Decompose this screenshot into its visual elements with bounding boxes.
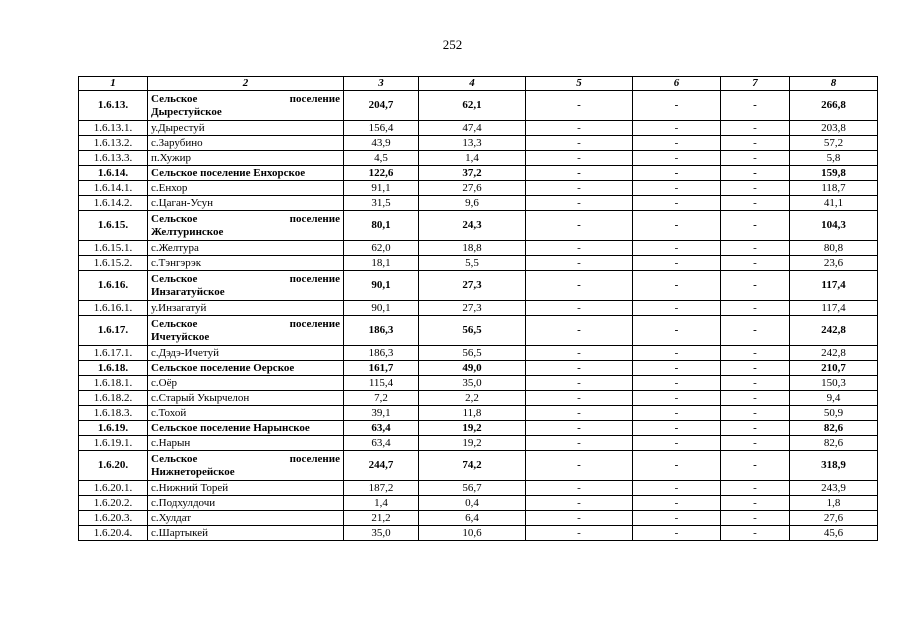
row-value-c8: 1,8	[790, 496, 878, 511]
table-row	[79, 256, 878, 271]
table-row-settlement	[79, 316, 878, 346]
row-value-c3: 63,4	[344, 421, 419, 436]
row-value-c6: -	[633, 241, 721, 256]
row-value-c5: -	[526, 481, 633, 496]
table-body	[79, 91, 878, 541]
row-value-c6: -	[633, 166, 721, 181]
row-value-c3: 4,5	[344, 151, 419, 166]
row-value-c8: 50,9	[790, 406, 878, 421]
row-value-c6: -	[633, 481, 721, 496]
row-code-cell: 1.6.18.1.	[79, 376, 148, 391]
row-code-cell: 1.6.15.1.	[79, 241, 148, 256]
table-header	[79, 77, 878, 91]
row-name-line: с.Дэдэ-Ичетуй	[151, 346, 219, 359]
header-cell-8: 8	[790, 77, 878, 91]
row-name-line: Сельское поселение	[151, 272, 340, 285]
row-name-line: с.Подхулдочи	[151, 496, 216, 509]
row-name-line: с.Желтура	[151, 241, 199, 254]
row-value-c6: -	[633, 316, 721, 346]
row-name-line: Сельское поселение	[151, 452, 340, 465]
row-value-c4: 9,6	[419, 196, 526, 211]
table-row-settlement	[79, 166, 878, 181]
table-row	[79, 496, 878, 511]
row-value-c3: 90,1	[344, 301, 419, 316]
row-value-c8: 118,7	[790, 181, 878, 196]
row-value-c8: 80,8	[790, 241, 878, 256]
row-code-cell: 1.6.20.1.	[79, 481, 148, 496]
row-value-c4: 56,5	[419, 316, 526, 346]
header-cell-6: 6	[633, 77, 721, 91]
row-value-c5: -	[526, 436, 633, 451]
row-value-c8: 266,8	[790, 91, 878, 121]
row-code-cell: 1.6.20.2.	[79, 496, 148, 511]
row-code-cell: 1.6.16.1.	[79, 301, 148, 316]
row-value-c5: -	[526, 316, 633, 346]
row-value-c6: -	[633, 496, 721, 511]
row-value-c3: 80,1	[344, 211, 419, 241]
row-name-line: с.Енхор	[151, 181, 188, 194]
row-name-line: у.Инзагатуй	[151, 301, 207, 314]
row-name-line: с.Старый Укырчелон	[151, 391, 250, 404]
row-value-c3: 90,1	[344, 271, 419, 301]
row-value-c7: -	[721, 436, 790, 451]
row-value-c6: -	[633, 256, 721, 271]
row-value-c8: 203,8	[790, 121, 878, 136]
row-value-c6: -	[633, 451, 721, 481]
row-value-c4: 10,6	[419, 526, 526, 541]
row-name-line: у.Дырестуй	[151, 121, 205, 134]
table-row-settlement	[79, 91, 878, 121]
row-value-c5: -	[526, 166, 633, 181]
row-value-c8: 5,8	[790, 151, 878, 166]
table-row-settlement	[79, 211, 878, 241]
row-value-c5: -	[526, 451, 633, 481]
row-name-line: Сельское поселение Оерское	[151, 361, 295, 374]
row-value-c5: -	[526, 91, 633, 121]
row-value-c3: 21,2	[344, 511, 419, 526]
row-value-c5: -	[526, 346, 633, 361]
row-name-cell	[148, 526, 344, 541]
row-value-c6: -	[633, 301, 721, 316]
row-name-cell	[148, 241, 344, 256]
row-value-c5: -	[526, 121, 633, 136]
row-value-c5: -	[526, 391, 633, 406]
row-name-cell	[148, 151, 344, 166]
row-value-c7: -	[721, 256, 790, 271]
row-value-c3: 31,5	[344, 196, 419, 211]
row-name-cell	[148, 361, 344, 376]
row-value-c4: 56,5	[419, 346, 526, 361]
row-name-cell	[148, 436, 344, 451]
row-name-cell	[148, 481, 344, 496]
row-value-c7: -	[721, 526, 790, 541]
row-name-line: с.Тохой	[151, 406, 187, 419]
row-name-line: с.Зарубино	[151, 136, 203, 149]
row-value-c4: 2,2	[419, 391, 526, 406]
table-row	[79, 511, 878, 526]
data-table	[78, 76, 878, 541]
row-value-c5: -	[526, 196, 633, 211]
header-cell-4: 4	[419, 77, 526, 91]
row-name-cell	[148, 256, 344, 271]
row-value-c6: -	[633, 361, 721, 376]
row-name-cell	[148, 511, 344, 526]
row-code-cell: 1.6.13.3.	[79, 151, 148, 166]
row-value-c8: 82,6	[790, 436, 878, 451]
row-name-line: Дырестуйское	[151, 105, 222, 118]
row-value-c6: -	[633, 211, 721, 241]
row-value-c8: 27,6	[790, 511, 878, 526]
row-name-cell	[148, 181, 344, 196]
row-value-c3: 187,2	[344, 481, 419, 496]
header-row	[79, 77, 878, 91]
row-value-c3: 156,4	[344, 121, 419, 136]
row-code-cell: 1.6.14.2.	[79, 196, 148, 211]
row-code-cell: 1.6.19.	[79, 421, 148, 436]
row-value-c5: -	[526, 151, 633, 166]
row-name-line: Инзагатуйское	[151, 285, 225, 298]
row-value-c7: -	[721, 151, 790, 166]
row-value-c3: 35,0	[344, 526, 419, 541]
row-value-c6: -	[633, 421, 721, 436]
row-value-c7: -	[721, 481, 790, 496]
row-value-c4: 47,4	[419, 121, 526, 136]
row-value-c7: -	[721, 496, 790, 511]
table-row-settlement	[79, 271, 878, 301]
row-value-c5: -	[526, 211, 633, 241]
row-code-cell: 1.6.14.	[79, 166, 148, 181]
row-name-cell	[148, 421, 344, 436]
row-value-c6: -	[633, 271, 721, 301]
table-row	[79, 391, 878, 406]
row-value-c4: 62,1	[419, 91, 526, 121]
row-value-c6: -	[633, 436, 721, 451]
row-code-cell: 1.6.15.2.	[79, 256, 148, 271]
row-name-line: п.Хужир	[151, 151, 191, 164]
row-value-c3: 115,4	[344, 376, 419, 391]
row-name-cell	[148, 301, 344, 316]
row-name-cell	[148, 496, 344, 511]
row-value-c3: 43,9	[344, 136, 419, 151]
row-value-c4: 37,2	[419, 166, 526, 181]
row-value-c4: 0,4	[419, 496, 526, 511]
row-value-c7: -	[721, 196, 790, 211]
row-value-c6: -	[633, 136, 721, 151]
row-value-c6: -	[633, 391, 721, 406]
table-row-settlement	[79, 361, 878, 376]
row-value-c8: 159,8	[790, 166, 878, 181]
table-row-settlement	[79, 421, 878, 436]
row-value-c6: -	[633, 181, 721, 196]
row-name-cell	[148, 391, 344, 406]
row-value-c7: -	[721, 376, 790, 391]
row-code-cell: 1.6.19.1.	[79, 436, 148, 451]
table-row	[79, 346, 878, 361]
row-name-line: Сельское поселение Нарынское	[151, 421, 310, 434]
row-name-cell	[148, 316, 344, 346]
row-value-c7: -	[721, 451, 790, 481]
row-value-c6: -	[633, 196, 721, 211]
table-row	[79, 136, 878, 151]
row-value-c7: -	[721, 241, 790, 256]
row-code-cell: 1.6.15.	[79, 211, 148, 241]
row-value-c7: -	[721, 181, 790, 196]
row-value-c6: -	[633, 346, 721, 361]
row-value-c5: -	[526, 511, 633, 526]
row-value-c8: 104,3	[790, 211, 878, 241]
row-value-c8: 242,8	[790, 346, 878, 361]
row-value-c3: 186,3	[344, 316, 419, 346]
row-value-c3: 63,4	[344, 436, 419, 451]
row-name-line: Сельское поселение Енхорское	[151, 166, 306, 179]
row-code-cell: 1.6.13.	[79, 91, 148, 121]
row-value-c3: 7,2	[344, 391, 419, 406]
row-value-c8: 117,4	[790, 301, 878, 316]
row-value-c4: 49,0	[419, 361, 526, 376]
row-value-c3: 62,0	[344, 241, 419, 256]
row-name-line: Сельское поселение	[151, 92, 340, 105]
row-value-c3: 161,7	[344, 361, 419, 376]
row-name-line: с.Тэнгэрэк	[151, 256, 202, 269]
table-row	[79, 151, 878, 166]
row-value-c3: 204,7	[344, 91, 419, 121]
row-value-c3: 91,1	[344, 181, 419, 196]
row-name-line: Сельское поселение	[151, 212, 340, 225]
row-value-c7: -	[721, 166, 790, 181]
row-value-c8: 45,6	[790, 526, 878, 541]
row-value-c7: -	[721, 421, 790, 436]
row-code-cell: 1.6.16.	[79, 271, 148, 301]
row-name-line: с.Нарын	[151, 436, 191, 449]
row-name-line: с.Шартыкей	[151, 526, 209, 539]
row-value-c5: -	[526, 136, 633, 151]
row-name-cell	[148, 211, 344, 241]
row-value-c3: 39,1	[344, 406, 419, 421]
row-value-c7: -	[721, 211, 790, 241]
row-name-cell	[148, 196, 344, 211]
table-row	[79, 436, 878, 451]
row-value-c4: 74,2	[419, 451, 526, 481]
row-value-c6: -	[633, 511, 721, 526]
page-number: 252	[442, 37, 463, 52]
row-code-cell: 1.6.18.2.	[79, 391, 148, 406]
row-name-cell	[148, 121, 344, 136]
row-value-c7: -	[721, 136, 790, 151]
row-value-c6: -	[633, 151, 721, 166]
row-value-c4: 6,4	[419, 511, 526, 526]
table-row	[79, 526, 878, 541]
row-name-line: Нижнеторейское	[151, 465, 235, 478]
row-value-c8: 117,4	[790, 271, 878, 301]
row-value-c4: 18,8	[419, 241, 526, 256]
row-value-c8: 243,9	[790, 481, 878, 496]
row-code-cell: 1.6.13.1.	[79, 121, 148, 136]
row-value-c7: -	[721, 316, 790, 346]
row-value-c5: -	[526, 181, 633, 196]
row-value-c4: 11,8	[419, 406, 526, 421]
row-name-cell	[148, 346, 344, 361]
table-row	[79, 376, 878, 391]
row-value-c7: -	[721, 361, 790, 376]
table-row	[79, 196, 878, 211]
row-value-c4: 24,3	[419, 211, 526, 241]
row-value-c5: -	[526, 271, 633, 301]
row-value-c8: 41,1	[790, 196, 878, 211]
table-row	[79, 301, 878, 316]
row-name-cell	[148, 451, 344, 481]
row-value-c7: -	[721, 346, 790, 361]
row-name-line: с.Хулдат	[151, 511, 192, 524]
row-value-c4: 19,2	[419, 421, 526, 436]
row-value-c5: -	[526, 406, 633, 421]
row-value-c3: 186,3	[344, 346, 419, 361]
row-value-c7: -	[721, 391, 790, 406]
row-value-c5: -	[526, 526, 633, 541]
table-row	[79, 481, 878, 496]
row-value-c8: 9,4	[790, 391, 878, 406]
row-value-c8: 242,8	[790, 316, 878, 346]
row-code-cell: 1.6.18.	[79, 361, 148, 376]
row-value-c5: -	[526, 301, 633, 316]
row-name-cell	[148, 271, 344, 301]
row-value-c3: 122,6	[344, 166, 419, 181]
table-row	[79, 241, 878, 256]
row-name-line: с.Оёр	[151, 376, 177, 389]
table-row	[79, 181, 878, 196]
row-value-c8: 150,3	[790, 376, 878, 391]
row-code-cell: 1.6.17.	[79, 316, 148, 346]
row-code-cell: 1.6.20.4.	[79, 526, 148, 541]
row-name-cell	[148, 91, 344, 121]
row-value-c4: 35,0	[419, 376, 526, 391]
row-value-c6: -	[633, 526, 721, 541]
row-value-c3: 244,7	[344, 451, 419, 481]
row-value-c4: 27,3	[419, 271, 526, 301]
header-cell-7: 7	[721, 77, 790, 91]
row-value-c6: -	[633, 376, 721, 391]
row-value-c4: 56,7	[419, 481, 526, 496]
row-value-c8: 23,6	[790, 256, 878, 271]
table-row-settlement	[79, 451, 878, 481]
row-value-c8: 210,7	[790, 361, 878, 376]
row-code-cell: 1.6.18.3.	[79, 406, 148, 421]
row-value-c5: -	[526, 361, 633, 376]
row-value-c8: 57,2	[790, 136, 878, 151]
row-value-c4: 5,5	[419, 256, 526, 271]
row-code-cell: 1.6.13.2.	[79, 136, 148, 151]
table-row	[79, 121, 878, 136]
row-value-c5: -	[526, 496, 633, 511]
row-value-c4: 13,3	[419, 136, 526, 151]
row-value-c6: -	[633, 91, 721, 121]
row-value-c7: -	[721, 121, 790, 136]
row-name-cell	[148, 406, 344, 421]
row-code-cell: 1.6.17.1.	[79, 346, 148, 361]
row-name-line: с.Нижний Торей	[151, 481, 229, 494]
header-cell-2: 2	[148, 77, 344, 91]
row-value-c7: -	[721, 91, 790, 121]
row-name-cell	[148, 376, 344, 391]
row-name-cell	[148, 136, 344, 151]
row-name-line: Сельское поселение	[151, 317, 340, 330]
row-value-c4: 19,2	[419, 436, 526, 451]
row-name-line: Ичетуйское	[151, 330, 210, 343]
header-cell-3: 3	[344, 77, 419, 91]
row-value-c5: -	[526, 256, 633, 271]
row-value-c5: -	[526, 421, 633, 436]
row-code-cell: 1.6.20.3.	[79, 511, 148, 526]
header-cell-1: 1	[79, 77, 148, 91]
row-value-c3: 18,1	[344, 256, 419, 271]
row-value-c7: -	[721, 271, 790, 301]
row-value-c8: 318,9	[790, 451, 878, 481]
row-value-c4: 27,3	[419, 301, 526, 316]
row-value-c3: 1,4	[344, 496, 419, 511]
row-value-c7: -	[721, 406, 790, 421]
row-value-c8: 82,6	[790, 421, 878, 436]
table-row	[79, 406, 878, 421]
row-code-cell: 1.6.20.	[79, 451, 148, 481]
row-value-c6: -	[633, 121, 721, 136]
row-name-line: с.Цаган-Усун	[151, 196, 213, 209]
row-value-c4: 1,4	[419, 151, 526, 166]
row-value-c5: -	[526, 376, 633, 391]
row-code-cell: 1.6.14.1.	[79, 181, 148, 196]
row-name-cell	[148, 166, 344, 181]
row-name-line: Желтуринское	[151, 225, 224, 238]
row-value-c5: -	[526, 241, 633, 256]
row-value-c4: 27,6	[419, 181, 526, 196]
row-value-c6: -	[633, 406, 721, 421]
row-value-c7: -	[721, 301, 790, 316]
header-cell-5: 5	[526, 77, 633, 91]
row-value-c7: -	[721, 511, 790, 526]
